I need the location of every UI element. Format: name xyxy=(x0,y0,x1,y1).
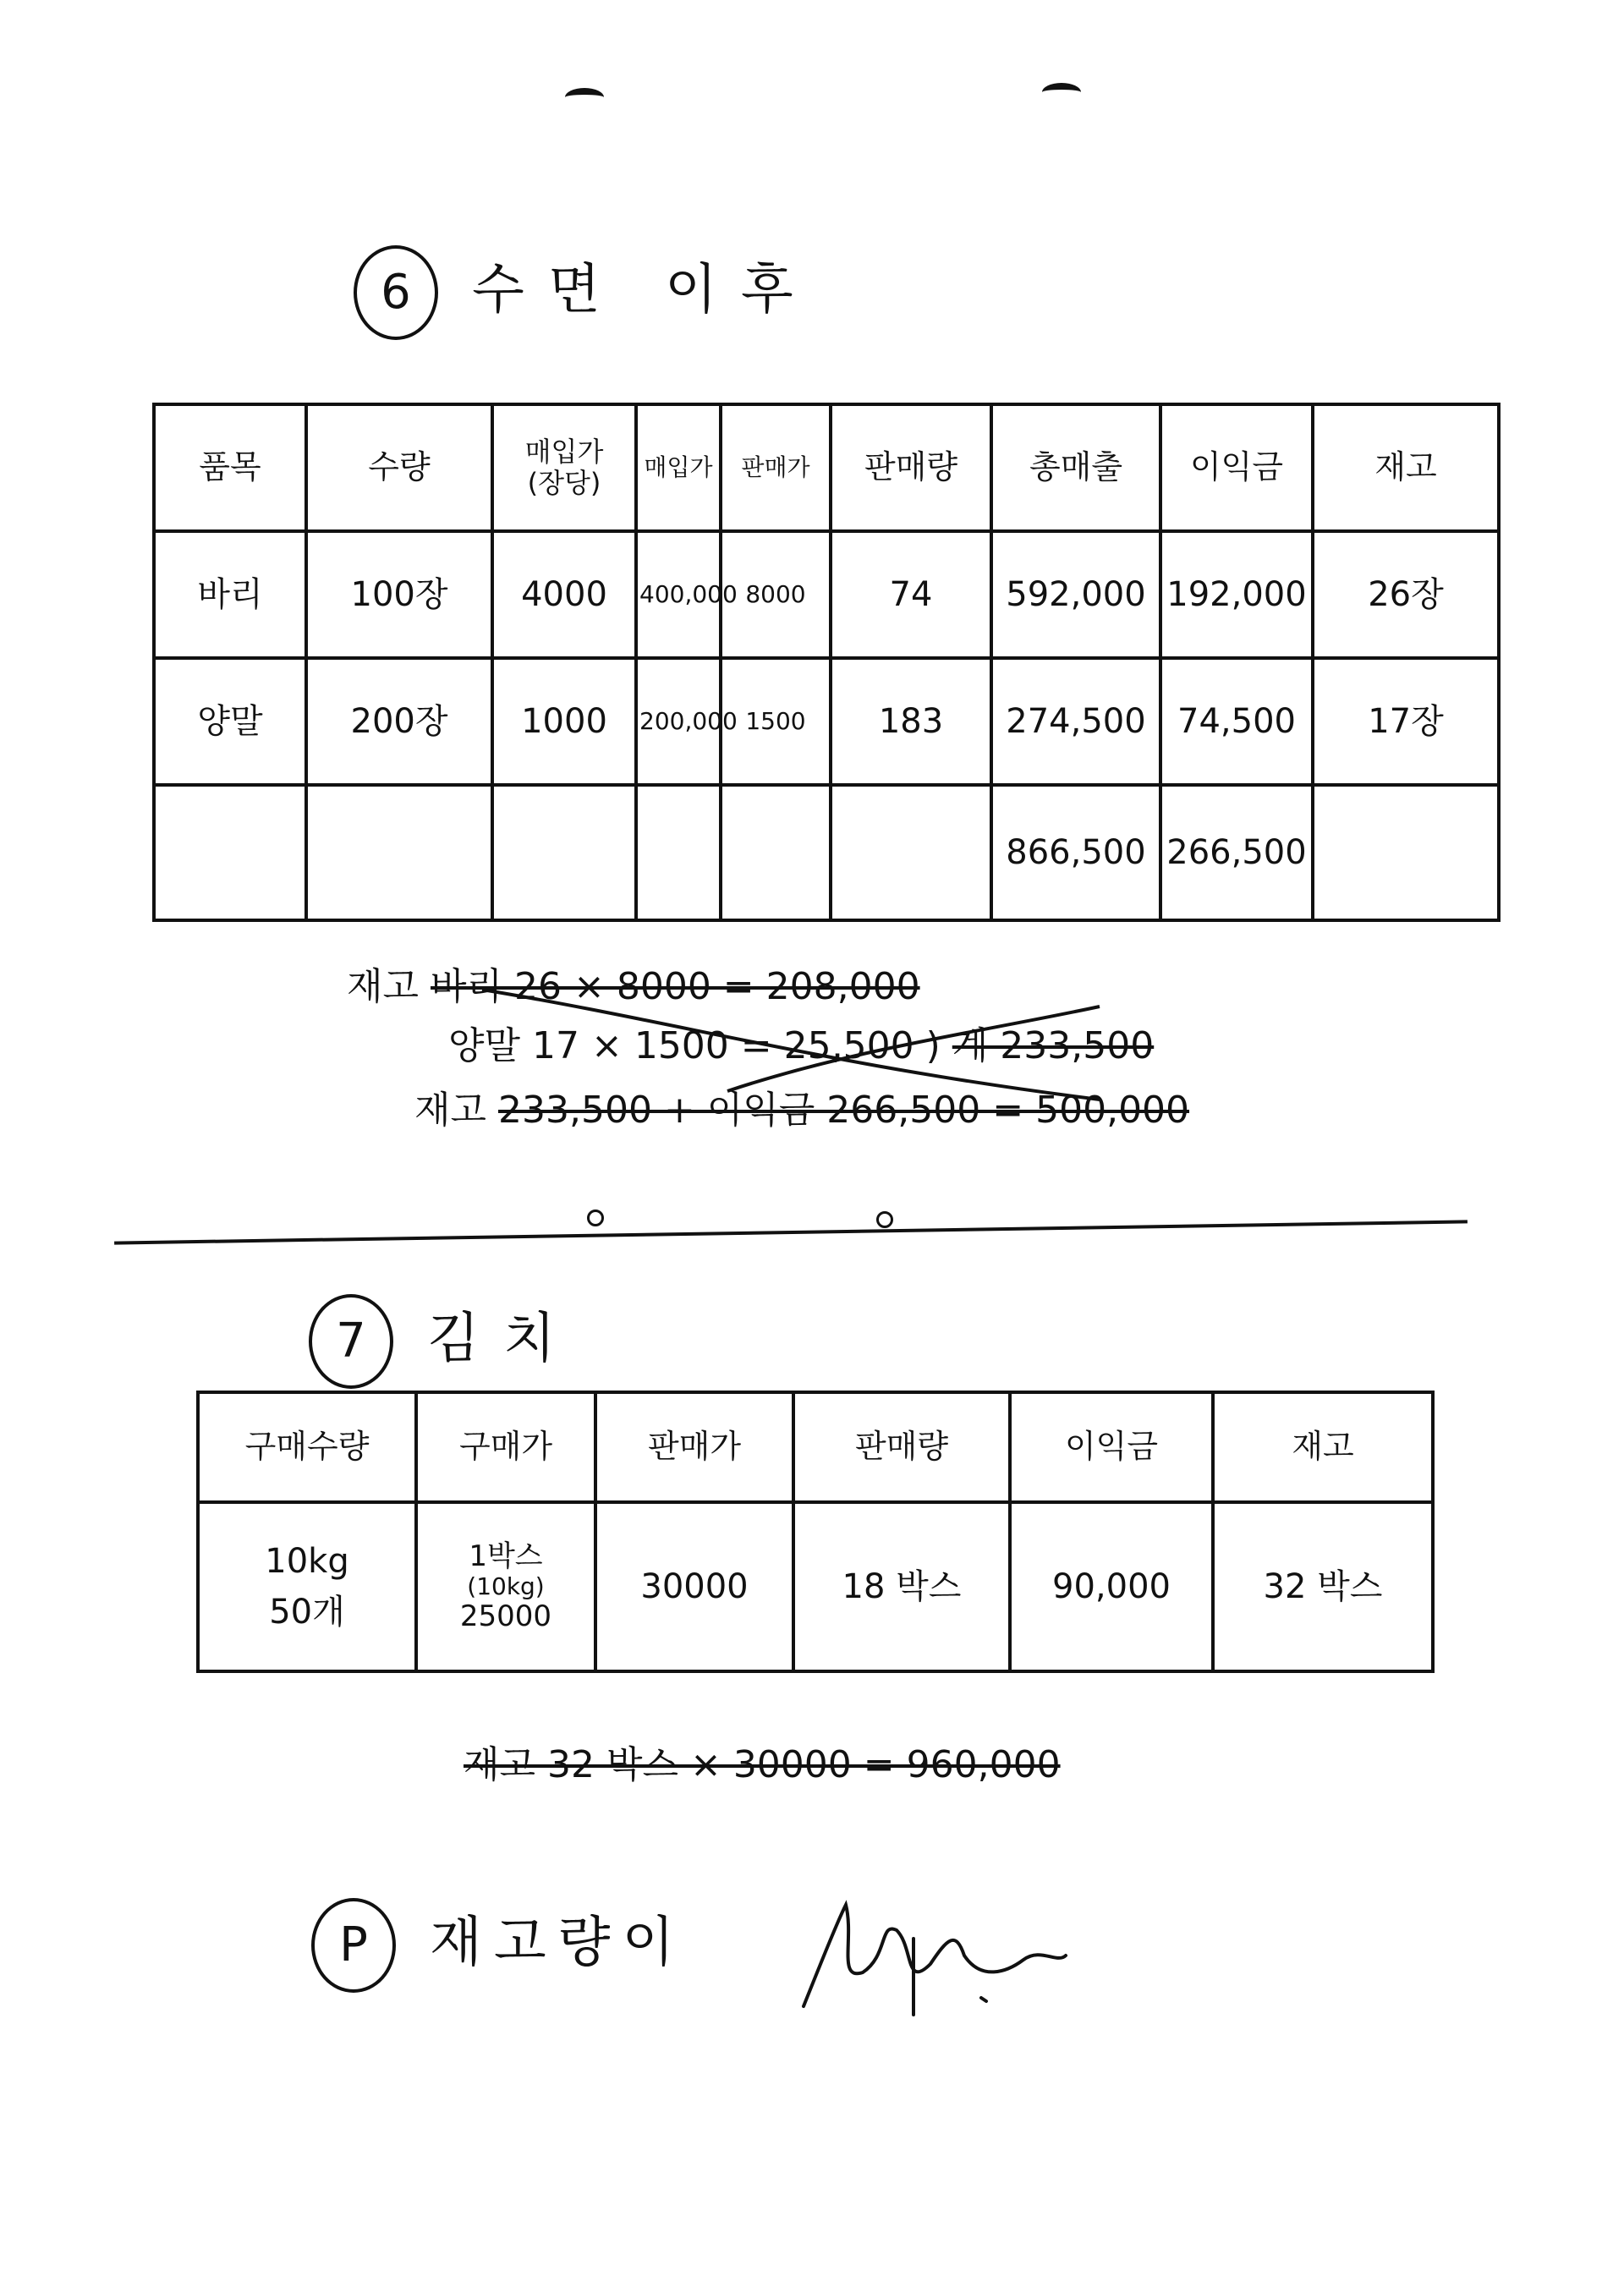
header-cell: 판매량 xyxy=(793,1392,1010,1502)
table-cell xyxy=(636,785,721,920)
bracket-symbol: ) xyxy=(925,1024,941,1067)
table-row xyxy=(198,1502,1433,1671)
table-cell: 바리 xyxy=(154,531,306,658)
punch-hole-left xyxy=(565,88,604,107)
section-divider xyxy=(114,1220,1468,1244)
table-cell xyxy=(306,785,492,920)
table-cell: 74,500 xyxy=(1160,658,1313,785)
section6-table xyxy=(152,403,1501,922)
table-row xyxy=(154,658,1499,785)
table-cell: 200,000 xyxy=(636,658,721,785)
table-cell: 양말 xyxy=(154,658,306,785)
section-p-heading xyxy=(311,1898,686,1993)
section7-number: 7 xyxy=(309,1294,393,1389)
table-cell: 90,000 xyxy=(1010,1502,1213,1671)
cell-line: 10kg xyxy=(265,1542,349,1581)
header-cell: 이익금 xyxy=(1010,1392,1213,1502)
total-sales-cell: 866,500 xyxy=(991,785,1160,920)
table-cell: 32 박스 xyxy=(1213,1502,1433,1671)
note-struck-text: 바리 26 × 8000 = 208,000 xyxy=(431,965,920,1008)
divider-mark xyxy=(587,1210,604,1226)
header-cell: 매입가 xyxy=(636,404,721,531)
note-struck-text: 재고 32 박스 × 30000 = 960,000 xyxy=(464,1743,1061,1786)
note-struck-text: 233,500 + 이익금 266,500 = 500,000 xyxy=(498,1089,1190,1132)
table-cell: 592,000 xyxy=(991,531,1160,658)
table-cell xyxy=(1313,785,1499,920)
table-cell: 200장 xyxy=(306,658,492,785)
note-label: 재고 xyxy=(347,965,420,1008)
header-cell: 판매가 xyxy=(595,1392,793,1502)
header-cell: 구매수량 xyxy=(198,1392,416,1502)
table-cell: 74 xyxy=(831,531,991,658)
section7-heading xyxy=(309,1294,579,1389)
header-cell: 재고 xyxy=(1313,404,1499,531)
cell-line: 1박스 xyxy=(469,1539,543,1573)
table-total-row xyxy=(154,785,1499,920)
section7-title: 김치 xyxy=(427,1308,579,1370)
header-cell: 재고 xyxy=(1213,1392,1433,1502)
punch-hole-right xyxy=(1042,83,1081,101)
note-label: 재고 xyxy=(414,1089,487,1132)
table-header-row xyxy=(154,404,1499,531)
section6-title: 수면 이후 xyxy=(472,259,817,321)
table-header-row xyxy=(198,1392,1433,1502)
header-cell: 판매가 xyxy=(721,404,831,531)
table-row xyxy=(154,531,1499,658)
header-cell: 구매가 xyxy=(416,1392,595,1502)
header-cell: 총매출 xyxy=(991,404,1160,531)
table-cell: 100장 xyxy=(306,531,492,658)
table-cell: 18 박스 xyxy=(793,1502,1010,1671)
section-p-label: P xyxy=(311,1898,396,1993)
header-cell: 이익금 xyxy=(1160,404,1313,531)
table-cell: 4000 xyxy=(492,531,636,658)
table-cell: 183 xyxy=(831,658,991,785)
table-cell: 17장 xyxy=(1313,658,1499,785)
cell-line: (10kg) xyxy=(467,1572,545,1600)
header-cell: 판매량 xyxy=(831,404,991,531)
note-text: 양말 17 × 1500 = 25,500 xyxy=(448,1024,914,1067)
table-cell: 8000 xyxy=(721,531,831,658)
section-p-text: 재고량이 xyxy=(430,1912,687,1974)
table-cell xyxy=(154,785,306,920)
table-cell: 274,500 xyxy=(991,658,1160,785)
signature xyxy=(787,1888,1074,2023)
price-cell xyxy=(416,1502,595,1671)
header-cell: 수량 xyxy=(306,404,492,531)
table-cell xyxy=(721,785,831,920)
header-cell: 품목 xyxy=(154,404,306,531)
crossout-curve xyxy=(474,973,1116,1108)
table-cell: 1500 xyxy=(721,658,831,785)
cell-line: 25000 xyxy=(459,1599,552,1634)
table-cell: 26장 xyxy=(1313,531,1499,658)
section7-table xyxy=(196,1391,1435,1673)
table-cell: 192,000 xyxy=(1160,531,1313,658)
total-profit-cell: 266,500 xyxy=(1160,785,1313,920)
table-cell: 30000 xyxy=(595,1502,793,1671)
section7-note xyxy=(464,1734,1061,1788)
table-cell: 1000 xyxy=(492,658,636,785)
section6-heading xyxy=(354,245,817,340)
cell-line: 50개 xyxy=(269,1593,345,1632)
section6-number: 6 xyxy=(354,245,438,340)
quantity-cell xyxy=(198,1502,416,1671)
note-struck-text: 계 233,500 xyxy=(952,1024,1155,1067)
header-cell: 매입가 (장당) xyxy=(492,404,636,531)
divider-mark xyxy=(876,1211,893,1228)
table-cell xyxy=(831,785,991,920)
table-cell xyxy=(492,785,636,920)
table-cell: 400,000 xyxy=(636,531,721,658)
